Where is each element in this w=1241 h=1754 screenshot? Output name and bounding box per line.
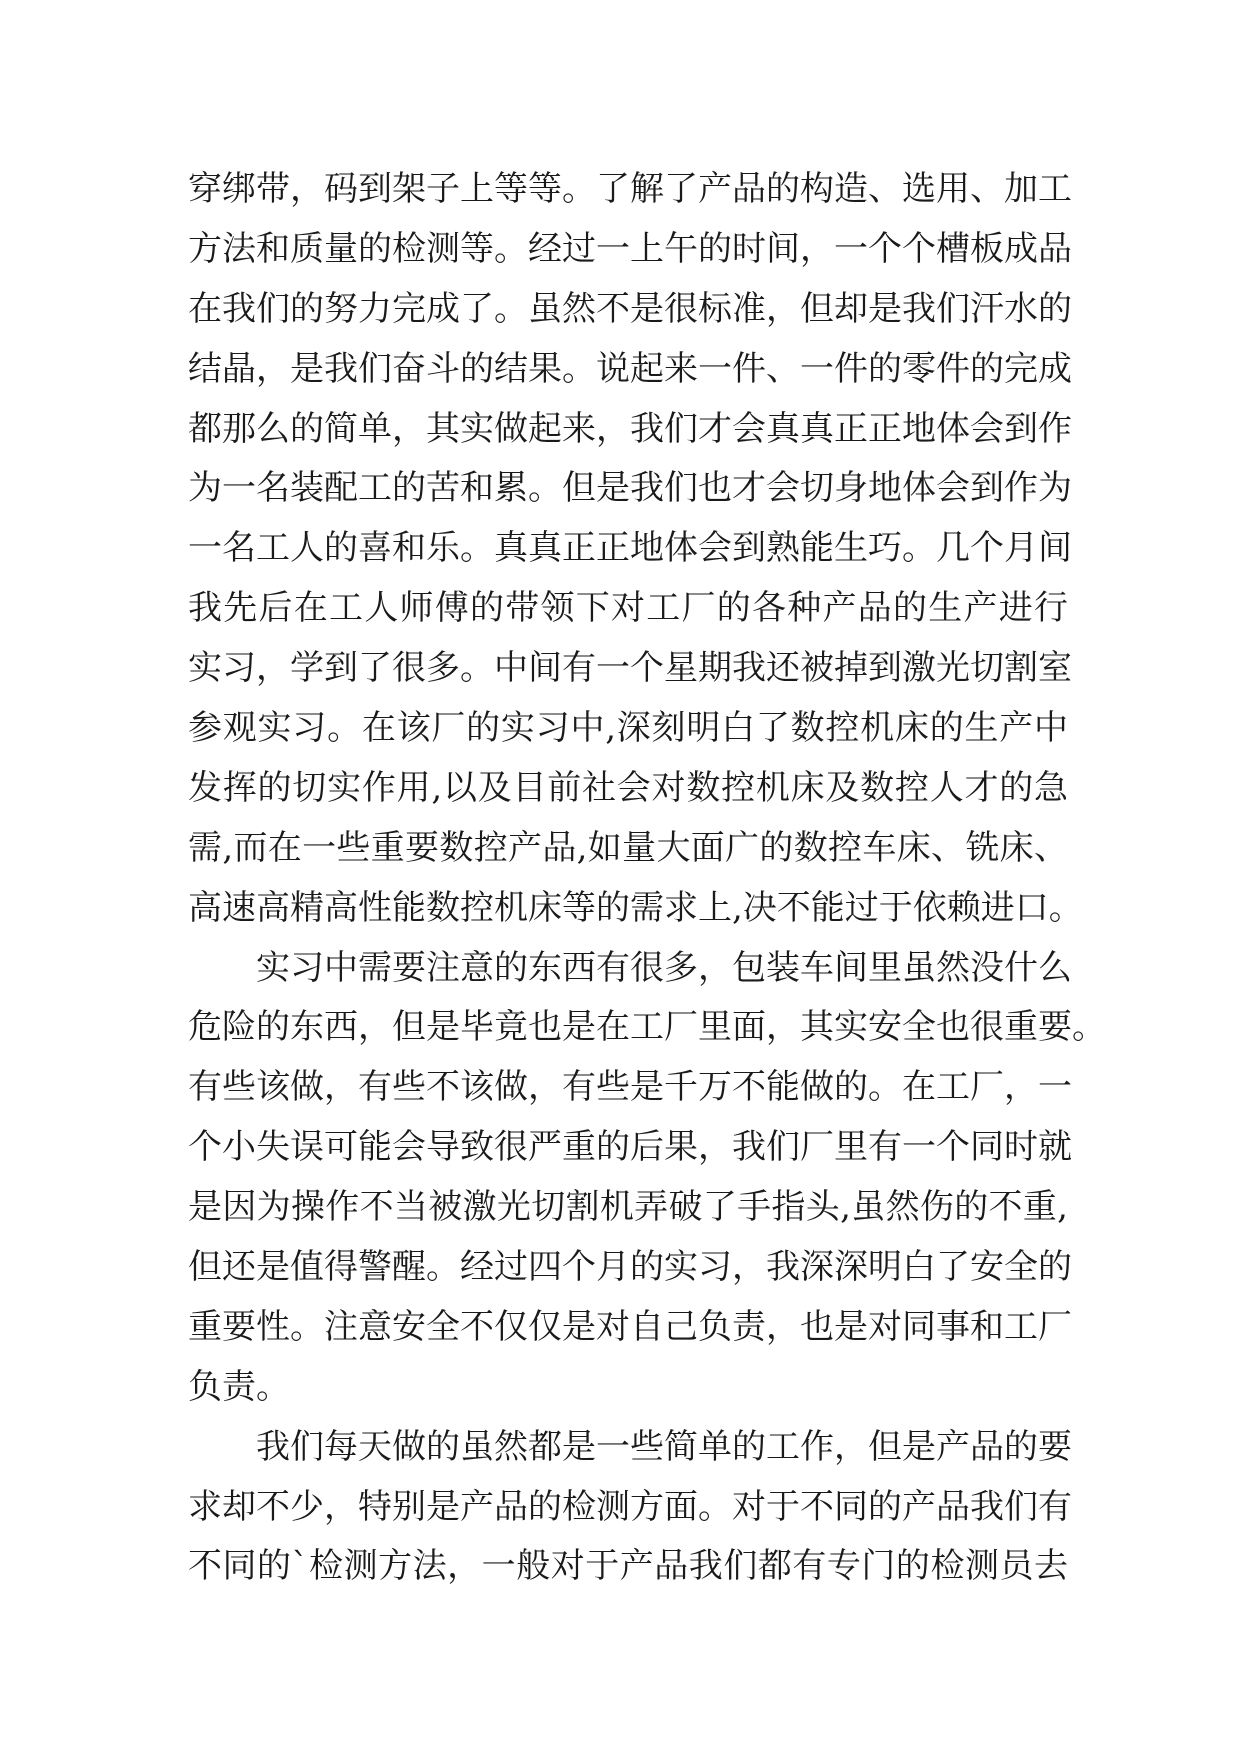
document-body xyxy=(188,160,1106,1597)
text-line: 负责。 xyxy=(188,1366,290,1407)
text-line: 是因为操作不当被激光切割机弄破了手指头,虽然伤的不重, xyxy=(188,1187,1068,1228)
text-line: 发挥的切实作用,以及目前社会对数控机床及数控人才的急 xyxy=(188,767,1068,808)
text-line: 方法和质量的检测等。经过一上午的时间，一个个槽板成品 xyxy=(188,228,1072,269)
text-line: 参观实习。在该厂的实习中,深刻明白了数控机床的生产中 xyxy=(188,708,1068,749)
text-line: 但还是值得警醒。经过四个月的实习，我深深明白了安全的 xyxy=(188,1247,1072,1288)
text-line: 我先后在工人师傅的带领下对工厂的各种产品的生产进行 xyxy=(188,588,1068,629)
text-line: 危险的东西，但是毕竟也是在工厂里面，其实安全也很重要。 xyxy=(188,1007,1106,1048)
text-line: 有些该做，有些不该做，有些是千万不能做的。在工厂，一 xyxy=(188,1067,1072,1108)
text-line: 个小失误可能会导致很严重的后果，我们厂里有一个同时就 xyxy=(188,1127,1072,1168)
text-line: 求却不少，特别是产品的检测方面。对于不同的产品我们有 xyxy=(188,1486,1072,1527)
text-line: 结晶，是我们奋斗的结果。说起来一件、一件的零件的完成 xyxy=(188,348,1072,389)
text-line: 重要性。注意安全不仅仅是对自己负责，也是对同事和工厂 xyxy=(188,1306,1072,1347)
text-line: 都那么的简单，其实做起来，我们才会真真正正地体会到作 xyxy=(188,408,1072,449)
paragraph-first-line: 实习中需要注意的东西有很多，包装车间里虽然没什么 xyxy=(256,947,1072,988)
text-line: 为一名装配工的苦和累。但是我们也才会切身地体会到作为 xyxy=(188,468,1072,509)
text-line: 穿绑带，码到架子上等等。了解了产品的构造、选用、加工 xyxy=(188,169,1072,209)
text-line: 不同的`检测方法，一般对于产品我们都有专门的检测员去 xyxy=(188,1546,1068,1587)
text-line: 需,而在一些重要数控产品,如量大面广的数控车床、铣床、 xyxy=(188,827,1068,868)
text-line: 高速高精高性能数控机床等的需求上,决不能过于依赖进口。 xyxy=(188,887,1083,928)
text-line: 一名工人的喜和乐。真真正正地体会到熟能生巧。几个月间 xyxy=(188,528,1072,569)
paragraph-first-line: 我们每天做的虽然都是一些简单的工作，但是产品的要 xyxy=(256,1426,1072,1467)
text-line: 在我们的努力完成了。虽然不是很标准，但却是我们汗水的 xyxy=(188,288,1072,329)
text-line: 实习，学到了很多。中间有一个星期我还被掉到激光切割室 xyxy=(188,648,1072,689)
